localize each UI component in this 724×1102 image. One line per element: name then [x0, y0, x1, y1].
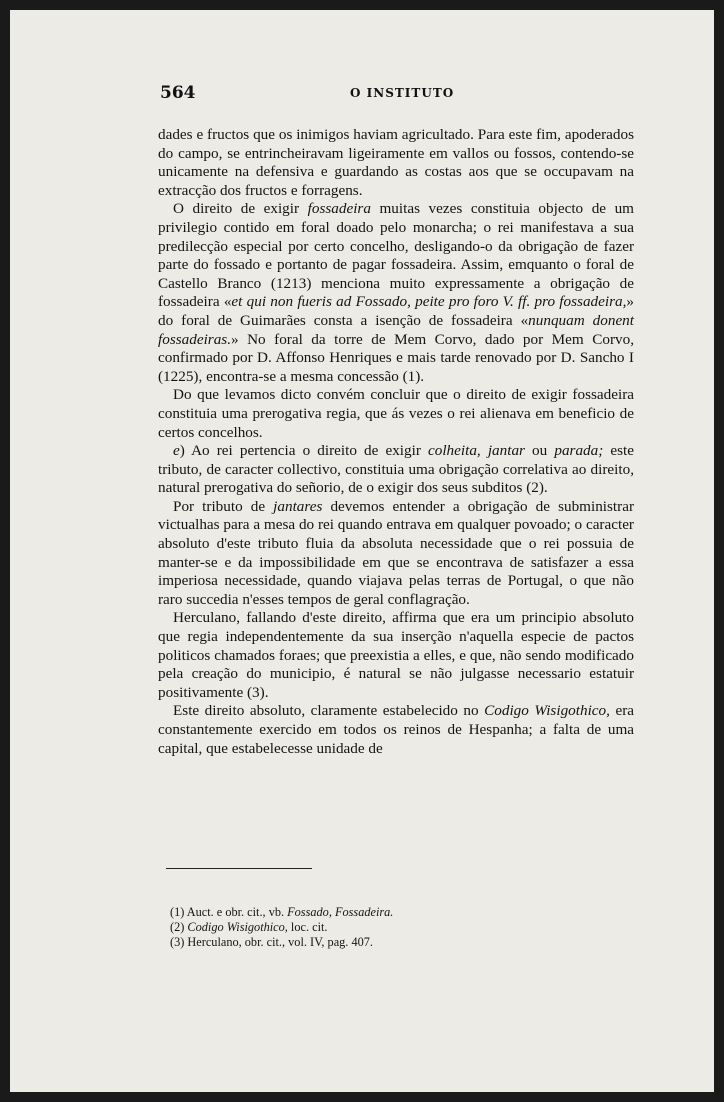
text-run: O direito de exigir [173, 200, 308, 218]
paragraph [158, 386, 634, 442]
text-run: dades e fructos que os inimigos haviam agricultado. Para este fim, apoderados do campo, se entrincheiravam ligeiramente em vallos ou fossos, contendo-se unicamente na defensiva e guardando as costas aos que se occupavam na extracção dos fructos e forragens. [158, 126, 634, 199]
text-run: Este direito absoluto, claramente estabelecido no [173, 702, 485, 720]
text-run: ) Ao rei pertencia o direito de exigir [179, 442, 428, 460]
text-run: Herculano, fallando d'este direito, affirma que era um principio absoluto que regia independentemente da sua inserção n'aquella especie de pactos politicos chamados foraes; que preexistia a elles, e que, não sendo modificado pela creação do municipio, é natural se não julgasse necessario estatuir positivamente (3). [158, 609, 634, 701]
text-run: loc. cit. [287, 920, 328, 934]
text-run: este tributo, de caracter collectivo, constituia uma obrigação correlativa ao direito, natural prerogativa do señorio, de o exigir dos seus subditos (2). [158, 442, 634, 497]
text-run: Por tributo de [173, 497, 274, 515]
italic-text: nunquam donent fossadeiras. [158, 311, 634, 348]
page-number: 564 [160, 83, 196, 103]
footnote [170, 920, 610, 935]
italic-text: Codigo Wisigothico, [484, 702, 610, 720]
paragraph [158, 442, 634, 498]
footnote [170, 905, 610, 920]
running-head [160, 83, 636, 107]
italic-text: e [173, 442, 180, 460]
italic-text: et qui non fueris ad Fossado, peite pro foro V. ff. pro fossadeira, [231, 293, 627, 311]
paragraph [158, 609, 634, 702]
text-run: » No foral da torre de Mem Corvo, dado por Mem Corvo, confirmado por D. Affonso Henriques e mais tarde renovado por D. Sancho I (1225), encontra-se a mesma concessão (1). [158, 330, 634, 385]
footnote-rule [166, 868, 312, 869]
paragraph [158, 498, 634, 610]
paragraph [158, 702, 634, 758]
text-run: devemos entender a obrigação de subministrar victualhas para a mesa do rei quando entrava em qualquer povoado; o caracter absoluto d'este tributo fluia da absoluta necessidade que o rei possuia de manter-se e da impossibilidade em que se encontrava de satisfazer a essa imperiosa necessidade, quando viajava pelas terras de Portugal, o que não raro succedia n'esses tempos de geral conflagração. [158, 497, 634, 608]
journal-title: O INSTITUTO [350, 86, 455, 100]
footnote [170, 935, 610, 950]
footnotes [170, 905, 610, 950]
italic-text: colheita, jantar [428, 442, 525, 460]
paragraph [158, 126, 634, 200]
text-run: ou [524, 442, 555, 460]
body-text [158, 126, 634, 758]
text-run: era constantemente exercido em todos os reinos de Hespanha; a falta de uma capital, que estabelecesse unidade de [158, 702, 634, 757]
paragraph [158, 200, 634, 386]
italic-text: fossadeira [307, 200, 371, 218]
italic-text: Codigo Wisigothico, [187, 920, 288, 934]
text-run: Do que levamos dicto convém concluir que o direito de exigir fossadeira constituia uma prerogativa regia, que ás vezes o rei alienava em beneficio de certos concelhos. [158, 386, 634, 441]
text-run: (3) Herculano, obr. cit., vol. IV, pag. 407. [170, 935, 373, 949]
italic-text: parada; [554, 442, 604, 460]
text-run: muitas vezes constituia objecto de um privilegio contido em foral doado pelo monarcha; o rei manifestava a sua predilecção especial por certo concelho, desligando-o da obrigação de fazer parte do fossado e portanto de pagar fossadeira. Assim, emquanto o foral de Castello Branco (1213) menciona muito expressamente a obrigação de fossadeira « [158, 200, 634, 311]
text-run: (2) [170, 920, 188, 934]
book-page [10, 10, 714, 1092]
italic-text: jantares [273, 497, 323, 515]
text-run: » do foral de Guimarães consta a isenção de fossadeira « [158, 293, 634, 329]
italic-text: Fossado, Fossadeira. [287, 905, 394, 919]
text-run: (1) Auct. e obr. cit., vb. [170, 905, 288, 919]
